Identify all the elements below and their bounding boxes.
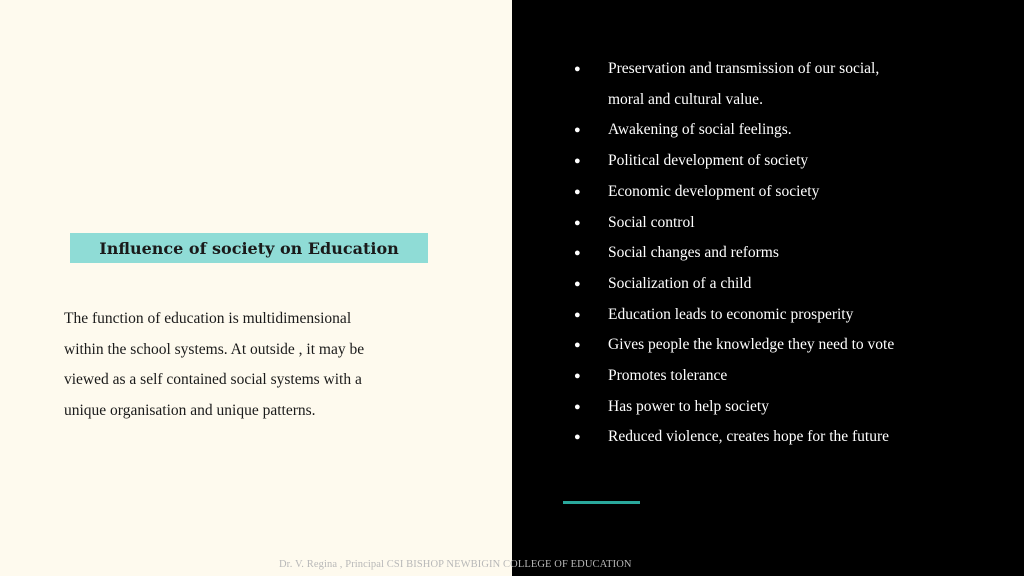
bullet-text: Economic development of society [608, 182, 820, 200]
paragraph-line: The function of education is multidimensional [64, 310, 352, 327]
bullet-dot-icon: ● [574, 63, 581, 75]
heading-box [70, 233, 428, 263]
bullet-text: Political development of society [608, 152, 809, 170]
bullet-item [572, 146, 894, 177]
bullet-text: Education leads to economic prosperity [608, 305, 854, 323]
slide-heading: Influence of society on Education [99, 238, 399, 258]
bullet-text: Awakening of social feelings. [608, 121, 792, 139]
paragraph-line: within the school systems. At outside , it may be [64, 340, 365, 358]
bullet-item [572, 177, 894, 208]
paragraph-line: unique organisation and unique patterns. [64, 402, 316, 420]
bullet-item [572, 392, 894, 423]
bullet-text: Social control [608, 213, 695, 231]
bullet-item [572, 422, 894, 453]
bullet-dot-icon: ● [574, 185, 581, 198]
bullet-dot-icon: ● [574, 277, 581, 290]
bullet-list [572, 54, 894, 453]
accent-divider [563, 501, 640, 504]
bullet-text: Gives people the knowledge they need to vote [608, 336, 895, 354]
footer-credit: Dr. V. Regina , Principal CSI BISHOP NEWBIGIN COLLEGE OF EDUCATION [279, 559, 632, 570]
bullet-dot-icon: ● [574, 216, 581, 229]
bullet-dot-icon: ● [574, 431, 581, 444]
bullet-dot-icon: ● [574, 370, 581, 383]
bullet-text: moral and cultural value. [608, 90, 763, 108]
bullet-dot-icon: ● [574, 247, 581, 260]
bullet-text: Social changes and reforms [608, 244, 779, 262]
bullet-text: Has power to help society [608, 397, 769, 415]
paragraph-line: viewed as a self contained social systems with a [64, 371, 362, 389]
bullet-dot-icon: ● [574, 155, 581, 168]
bullet-text: Reduced violence, creates hope for the future [608, 428, 890, 446]
bullet-item [572, 54, 894, 115]
bullet-item [572, 361, 894, 392]
bullet-text: Promotes tolerance [608, 367, 728, 385]
body-paragraph [64, 304, 464, 427]
bullet-dot-icon: ● [574, 339, 581, 352]
bullet-text: Preservation and transmission of our social, [608, 60, 880, 77]
bullet-item [572, 115, 894, 146]
bullet-item [572, 330, 894, 361]
bullet-dot-icon: ● [574, 308, 581, 321]
bullet-dot-icon: ● [574, 400, 581, 413]
bullet-item [572, 269, 894, 300]
bullet-dot-icon: ● [574, 124, 581, 137]
bullet-item [572, 238, 894, 269]
bullet-text: Socialization of a child [608, 274, 752, 292]
bullet-item [572, 300, 894, 331]
bullet-item [572, 208, 894, 239]
